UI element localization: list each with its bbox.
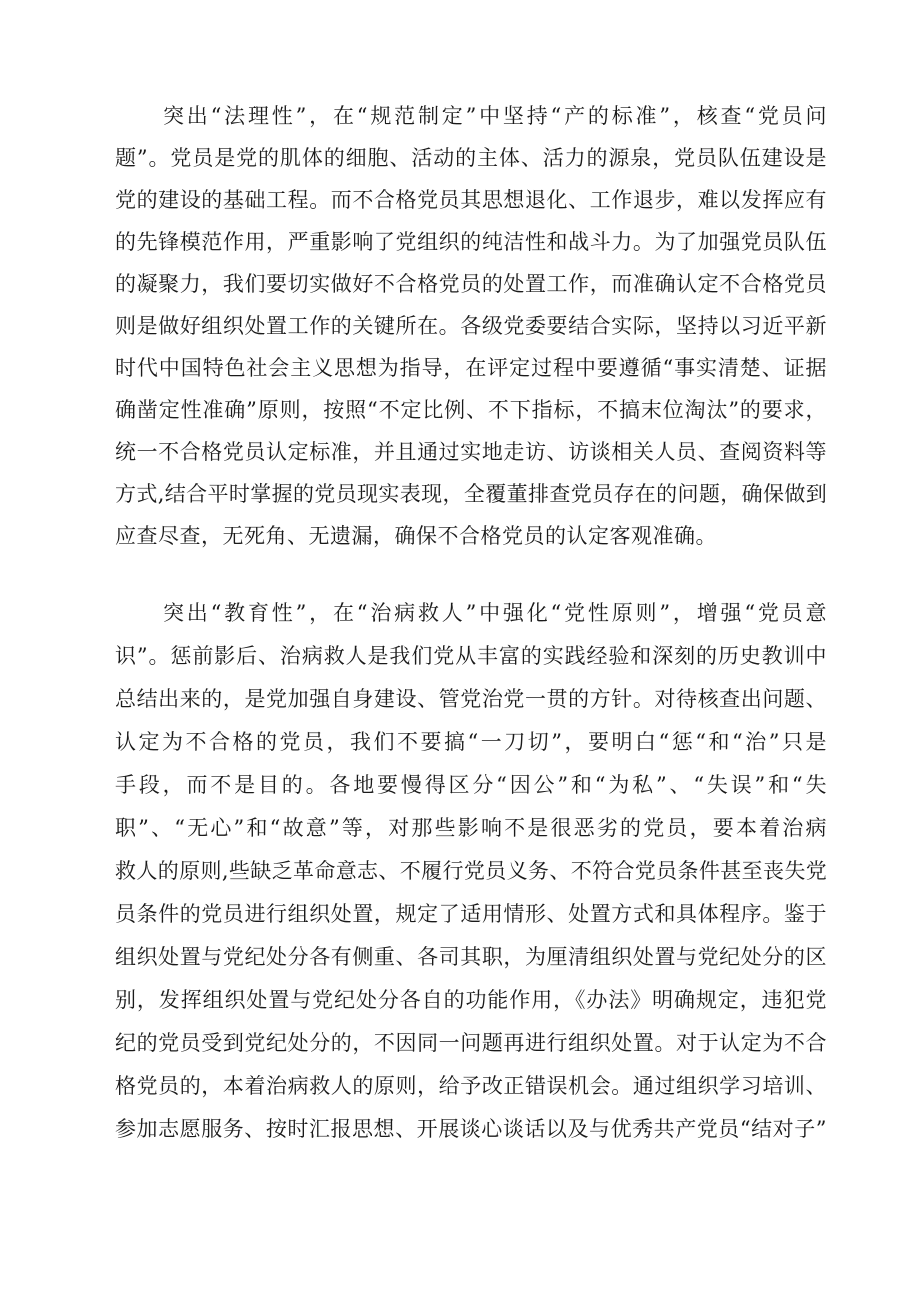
paragraph-line: 题”。党员是党的肌体的细胞、活动的主体、活力的源泉，党员队伍建设是 bbox=[115, 146, 827, 170]
paragraph-line: 员条件的党员进行组织处置，规定了适用情形、处置方式和具体程序。鉴于 bbox=[115, 902, 827, 926]
paragraph-line: 统一不合格党员认定标准，并且通过实地走访、访谈相关人员、查阅资料等 bbox=[115, 440, 827, 464]
paragraph-line: 手段，而不是目的。各地要慢得区分“因公”和“为私”、“失误”和“失 bbox=[115, 773, 827, 797]
paragraph-line: 格党员的，本着治病救人的原则，给予改正错误机会。通过组织学习培训、 bbox=[115, 1074, 827, 1098]
paragraph-line: 组织处置与党纪处分各有侧重、各司其职，为厘清组织处置与党纪处分的区 bbox=[115, 945, 827, 969]
paragraph-line: 认定为不合格的党员，我们不要搞“一刀切”，要明白“惩“和“治”只是 bbox=[115, 730, 827, 754]
paragraph-line: 突出“法理性”，在“规范制定”中坚持“产的标准”，核查“党员问 bbox=[163, 104, 827, 128]
paragraph-line: 救人的原则,些缺乏革命意志、不履行党员义务、不符合党员条件甚至丧失党 bbox=[115, 859, 827, 883]
paragraph-line: 时代中国特色社会主义思想为指导，在评定过程中要遵循“事实清楚、证据 bbox=[115, 356, 827, 380]
paragraph-line: 确凿定性准确”原则，按照“不定比例、不下指标，不搞末位淘汰”的要求， bbox=[115, 398, 827, 422]
paragraph-line: 的凝聚力，我们要切实做好不合格党员的处置工作，而准确认定不合格党员 bbox=[115, 272, 827, 296]
paragraph-line: 突出“教育性”，在“治病救人”中强化“党性原则”，增强“党员意 bbox=[163, 601, 827, 625]
paragraph-line: 党的建设的基础工程。而不合格党员其思想退化、工作退步，难以发挥应有 bbox=[115, 188, 827, 212]
paragraph-line: 别，发挥组织处置与党纪处分各自的功能作用，《办法》明确规定，违犯党 bbox=[115, 988, 827, 1012]
paragraph-line: 方式,结合平时掌握的党员现实表现，全覆董排查党员存在的问题，确保做到 bbox=[115, 482, 827, 506]
paragraph-line: 的先锋模范作用，严重影响了党组织的纯洁性和战斗力。为了加强党员队伍 bbox=[115, 230, 827, 254]
paragraph-line: 职”、“无心”和“故意”等，对那些影响不是很恶劣的党员，要本着治病 bbox=[115, 816, 827, 840]
paragraph-line: 纪的党员受到党纪处分的，不因同一问题再进行组织处置。对于认定为不合 bbox=[115, 1031, 827, 1055]
paragraph-line: 总结出来的，是党加强自身建设、管党治党一贯的方针。对待核查出问题、 bbox=[115, 687, 827, 711]
paragraph-line: 应查尽查，无死角、无遗漏，确保不合格党员的认定客观准确。 bbox=[115, 524, 717, 548]
paragraph-line: 识”。惩前影后、治病救人是我们党从丰富的实践经验和深刻的历史教训中 bbox=[115, 644, 827, 668]
paragraph-line: 则是做好组织处置工作的关键所在。各级党委要结合实际，坚持以习近平新 bbox=[115, 314, 827, 338]
paragraph-line: 参加志愿服务、按时汇报思想、开展谈心谈话以及与优秀共产党员“结对子” bbox=[115, 1117, 827, 1141]
